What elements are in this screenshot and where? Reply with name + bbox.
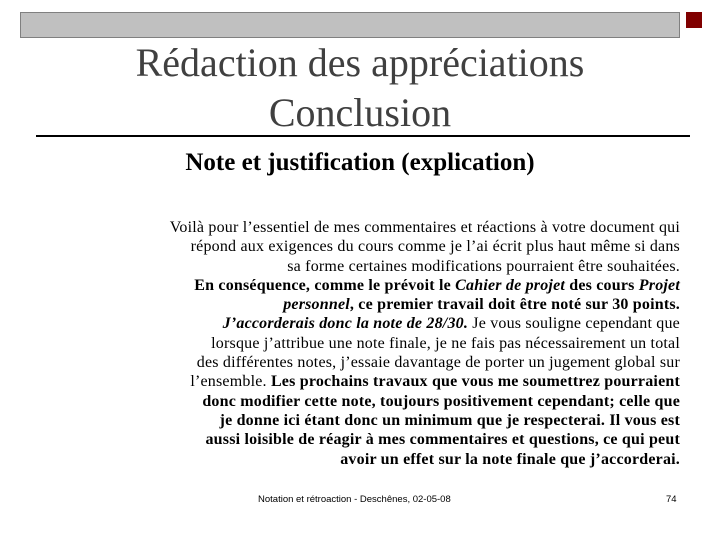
- text-bold-italic: Projet: [638, 276, 680, 294]
- text-bold: des cours: [565, 276, 639, 294]
- text-line: sa forme certaines modifications pourraient être souhaitées.: [287, 257, 680, 275]
- text-line: lorsque j’attribue une note finale, je ne fais pas nécessairement un total: [211, 334, 680, 352]
- text-bold: avoir un effet sur la note finale que j’accorderai.: [340, 450, 680, 468]
- text-line: Voilà pour l’essentiel de mes commentaires et réactions à votre document qui: [169, 219, 680, 236]
- text-bold: je donne ici étant donc un minimum que je respecterai. Il vous est: [219, 411, 680, 429]
- text-bold: aussi loisible de réagir à mes commentaires et questions, ce qui peut: [205, 431, 680, 449]
- text-bold-italic: Cahier de projet: [455, 276, 566, 294]
- text-bold: Les prochains travaux que vous me soumettrez pourraient: [270, 373, 680, 391]
- slide-corner-square: [686, 12, 702, 28]
- text-bold-italic: personnel: [283, 296, 350, 314]
- paragraph-2: [40, 276, 680, 469]
- text-line: l’ensemble.: [190, 373, 271, 391]
- text-bold: En conséquence, comme le prévoit le: [194, 276, 456, 294]
- paragraph-1: [40, 218, 680, 276]
- text-line: répond aux exigences du cours comme je l’ai écrit plus haut même si dans: [190, 238, 680, 256]
- slide-subtitle: Note et justification (explication): [185, 149, 535, 176]
- footer-text: Notation et rétroaction - Deschênes, 02-05-08: [258, 494, 451, 505]
- text-bold-italic: J’accorderais donc la note de 28/30.: [222, 315, 469, 333]
- title-line-1: Rédaction des appréciations: [135, 40, 585, 85]
- slide-top-bar: [20, 12, 680, 38]
- title-line-2: Conclusion: [268, 90, 452, 135]
- text-bold: , ce premier travail doit être noté sur 30 points.: [349, 296, 680, 314]
- text-line: des différentes notes, j’essaie davantage de porter un jugement global sur: [196, 354, 680, 372]
- slide-body: [40, 218, 680, 469]
- page-number: 74: [666, 494, 677, 505]
- slide-title: [60, 38, 660, 138]
- title-divider: [36, 135, 690, 137]
- text-bold: donc modifier cette note, toujours positivement cependant; celle que: [202, 392, 680, 410]
- text-line: Je vous souligne cependant que: [468, 315, 680, 333]
